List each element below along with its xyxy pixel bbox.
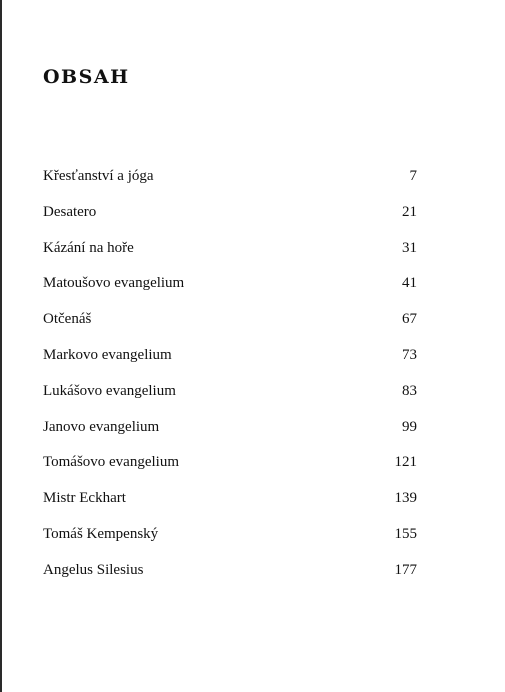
toc-entry-title: Mistr Eckhart <box>43 490 126 507</box>
toc-entry-title: Janovo evangelium <box>43 418 160 435</box>
toc-entry <box>43 380 417 416</box>
table-of-contents <box>43 165 417 595</box>
toc-entry-title: Tomášovo evangelium <box>43 454 180 471</box>
toc-entry-page: 31 <box>402 239 417 256</box>
toc-entry <box>43 201 417 237</box>
toc-entry-page: 121 <box>394 454 417 471</box>
toc-entry-page: 67 <box>402 311 417 328</box>
toc-entry <box>43 272 417 308</box>
page-title: OBSAH <box>43 66 130 88</box>
toc-entry <box>43 237 417 273</box>
toc-entry <box>43 165 417 201</box>
toc-entry <box>43 308 417 344</box>
toc-entry-page: 99 <box>402 418 417 435</box>
toc-entry <box>43 487 417 523</box>
toc-entry-page: 21 <box>402 203 417 220</box>
toc-entry <box>43 416 417 452</box>
toc-entry-page: 177 <box>394 561 417 578</box>
toc-entry <box>43 451 417 487</box>
toc-entry-page: 73 <box>402 346 417 363</box>
toc-entry-page: 155 <box>394 525 417 542</box>
toc-entry-title: Desatero <box>43 203 97 220</box>
toc-entry <box>43 559 417 595</box>
toc-entry-title: Kázání na hoře <box>43 239 134 256</box>
toc-entry-title: Markovo evangelium <box>43 346 172 363</box>
toc-entry-page: 7 <box>409 168 417 184</box>
toc-entry-page: 41 <box>402 275 417 292</box>
toc-entry-title: Lukášovo evangelium <box>43 382 176 399</box>
toc-entry-title: Tomáš Kempenský <box>43 525 159 542</box>
toc-entry <box>43 344 417 380</box>
toc-entry-page: 83 <box>402 382 417 399</box>
toc-entry-title: Křesťanství a jóga <box>43 168 154 184</box>
toc-entry-title: Angelus Silesius <box>43 561 144 578</box>
toc-entry <box>43 523 417 559</box>
toc-entry-title: Otčenáš <box>43 311 92 328</box>
toc-entry-page: 139 <box>394 490 417 507</box>
toc-entry-title: Matoušovo evangelium <box>43 275 185 292</box>
